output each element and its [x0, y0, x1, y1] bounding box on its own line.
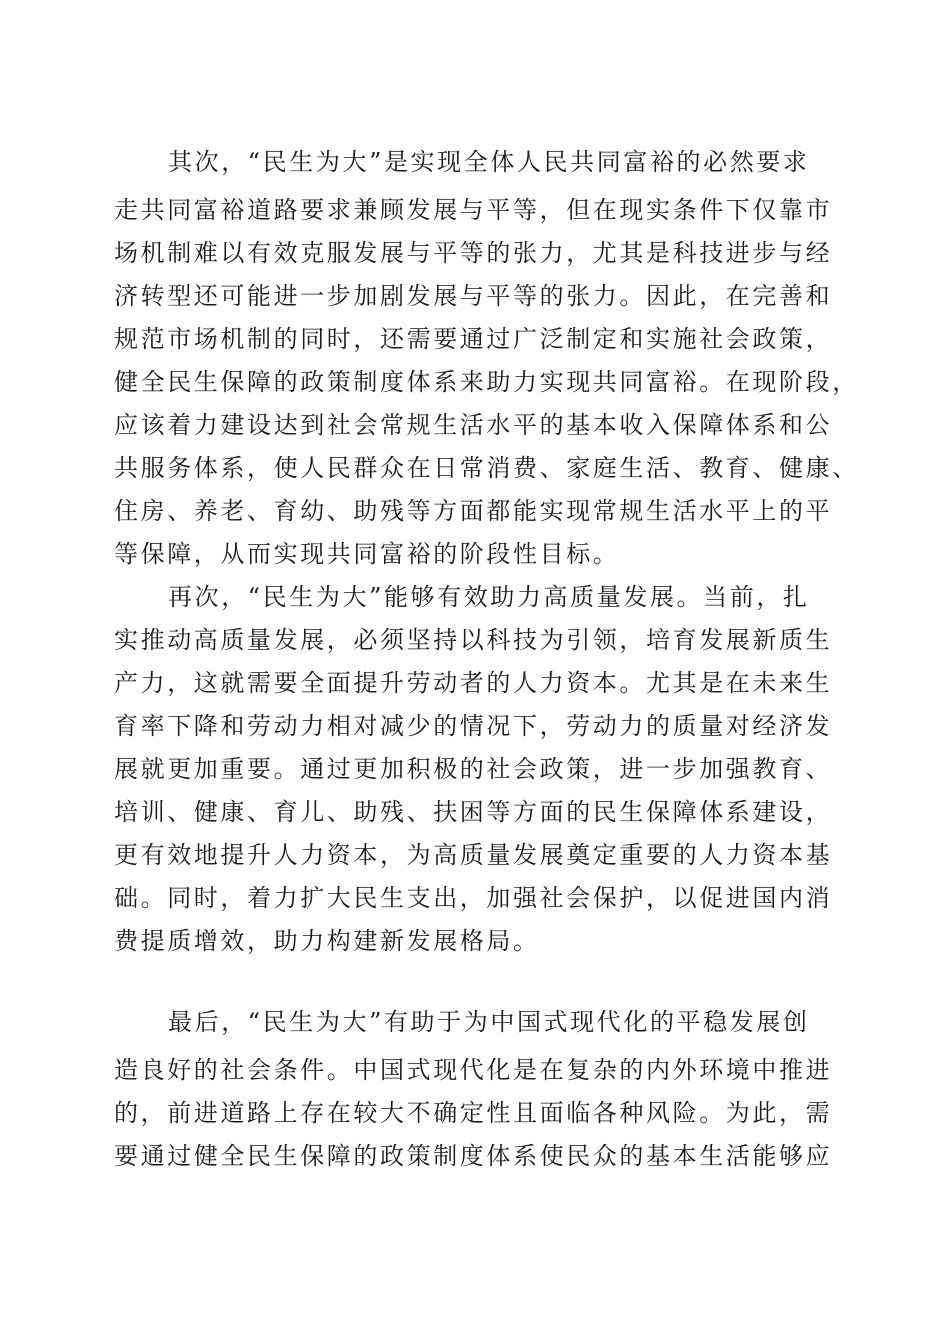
text-line: 产力，这就需要全面提升劳动者的人力资本。尤其是在未来生	[114, 669, 833, 697]
text-line: 最后，“民生为大”有助于为中国式现代化的平稳发展创	[168, 1008, 810, 1036]
text-line: 础。同时，着力扩大民生支出，加强社会保护，以促进国内消	[114, 884, 833, 912]
text-line: 要通过健全民生保障的政策制度体系使民众的基本生活能够应	[114, 1142, 833, 1170]
text-line: 其次，“民生为大”是实现全体人民共同富裕的必然要求	[168, 148, 810, 176]
text-line: 展就更加重要。通过更加积极的社会政策，进一步加强教育、	[114, 755, 833, 783]
text-line: 的，前进道路上存在较大不确定性且面临各种风险。为此，需	[114, 1099, 833, 1127]
text-line: 走共同富裕道路要求兼顾发展与平等，但在现实条件下仅靠市	[114, 196, 833, 224]
text-line: 再次，“民生为大”能够有效助力高质量发展。当前，扎	[168, 583, 810, 611]
text-line: 住房、养老、育幼、助残等方面都能实现常规生活水平上的平	[114, 497, 833, 525]
text-line: 济转型还可能进一步加剧发展与平等的张力。因此，在完善和	[114, 282, 833, 310]
text-line: 健全民生保障的政策制度体系来助力实现共同富裕。在现阶段，	[114, 368, 859, 396]
text-line: 造良好的社会条件。中国式现代化是在复杂的内外环境中推进	[114, 1056, 833, 1084]
text-line: 场机制难以有效克服发展与平等的张力，尤其是科技进步与经	[114, 239, 833, 267]
text-line: 规范市场机制的同时，还需要通过广泛制定和实施社会政策，	[114, 325, 833, 353]
text-line: 培训、健康、育儿、助残、扶困等方面的民生保障体系建设，	[114, 798, 833, 826]
text-line: 实推动高质量发展，必须坚持以科技为引领，培育发展新质生	[114, 626, 833, 654]
text-line: 育率下降和劳动力相对减少的情况下，劳动力的质量对经济发	[114, 712, 833, 740]
text-line: 等保障，从而实现共同富裕的阶段性目标。	[114, 540, 620, 568]
text-line: 共服务体系，使人民群众在日常消费、家庭生活、教育、健康、	[114, 454, 859, 482]
text-line: 应该着力建设达到社会常规生活水平的基本收入保障体系和公	[114, 411, 833, 439]
text-line: 更有效地提升人力资本，为高质量发展奠定重要的人力资本基	[114, 841, 833, 869]
text-line: 费提质增效，助力构建新发展格局。	[114, 927, 540, 955]
